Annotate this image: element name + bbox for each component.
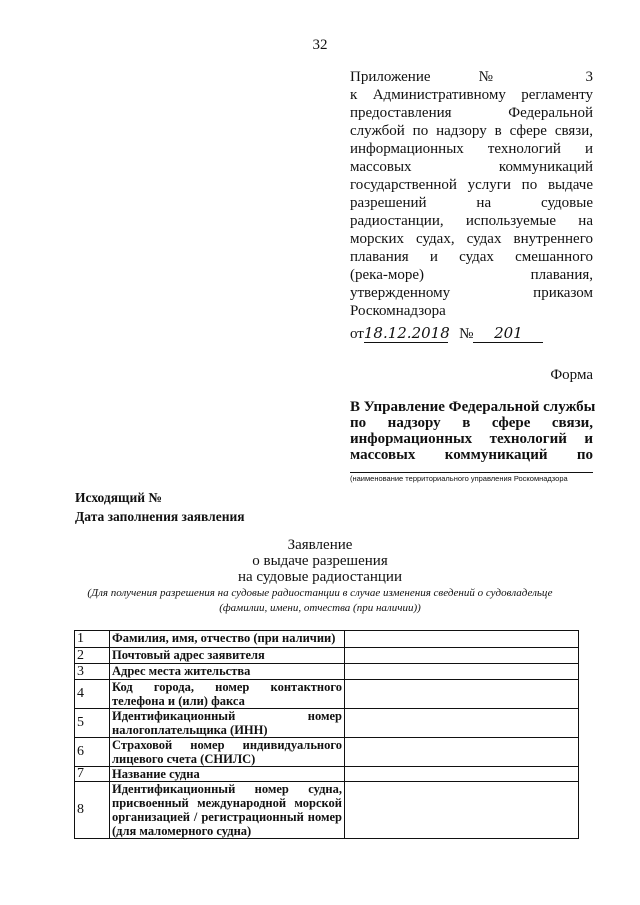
row-number: 5 — [75, 709, 110, 738]
addressee-line-text: массовых коммуникаций по — [350, 447, 593, 463]
row-label: Фамилия, имя, отчество (при наличии) — [110, 631, 345, 648]
appendix-line: к Административному регламенту — [350, 87, 593, 103]
form-label: Форма — [550, 367, 593, 383]
outgoing-label: Исходящий № — [75, 490, 162, 505]
table-row — [75, 680, 579, 709]
title-line: о выдаче разрешения — [252, 553, 388, 569]
row-number: 2 — [75, 648, 110, 664]
row-value-field[interactable] — [345, 680, 579, 709]
appendix-line: предоставления Федеральной — [350, 105, 593, 121]
application-table — [74, 630, 579, 839]
appendix-line: информационных технологий и — [350, 141, 593, 157]
table-row — [75, 767, 579, 782]
row-number: 7 — [75, 767, 110, 782]
appendix-line: службой по надзору в сфере связи, — [350, 123, 593, 139]
row-number: 6 — [75, 738, 110, 767]
row-label: Страховой номер индивидуального лицевого счета (СНИЛС) — [110, 738, 345, 767]
appendix-line: Приложение № 3 — [350, 69, 593, 85]
addressee-block — [350, 399, 596, 463]
from-label: от — [350, 326, 364, 342]
row-value-field[interactable] — [345, 631, 579, 648]
row-value-field[interactable] — [345, 709, 579, 738]
appendix-line: массовых коммуникаций — [350, 159, 593, 175]
table-row — [75, 648, 579, 664]
row-label: Идентификационный номер судна, присвоенный международной морской организацией / регистрационный номер (для маломерного судна) — [110, 782, 345, 839]
table-row — [75, 782, 579, 839]
addressee-line-text: информационных технологий и — [350, 431, 593, 447]
addressee-caption: (наименование территориального управления Роскомнадзора — [350, 474, 568, 483]
page-number: 32 — [312, 37, 328, 53]
row-value-field[interactable] — [345, 648, 579, 664]
number-label: № — [459, 326, 474, 342]
appendix-line: Роскомнадзора — [350, 303, 446, 319]
fill-date-label: Дата заполнения заявления — [75, 509, 245, 524]
table-row — [75, 664, 579, 680]
row-number: 3 — [75, 664, 110, 680]
row-value-field[interactable] — [345, 738, 579, 767]
row-label: Идентификационный номер налогоплательщика (ИНН) — [110, 709, 345, 738]
row-value-field[interactable] — [345, 782, 579, 839]
row-number: 4 — [75, 680, 110, 709]
table-row — [75, 738, 579, 767]
subtitle-line: (фамилии, имени, отчества (при наличии)) — [219, 602, 421, 614]
row-value-field[interactable] — [345, 767, 579, 782]
row-label: Почтовый адрес заявителя — [110, 648, 345, 664]
row-label: Название судна — [110, 767, 345, 782]
document-title — [0, 537, 640, 585]
order-number: 201 — [473, 324, 543, 343]
appendix-line: утвержденному приказом — [350, 285, 593, 301]
appendix-line: морских судах, судах внутреннего — [350, 231, 593, 247]
title-line: Заявление — [287, 537, 353, 553]
row-value-field[interactable] — [345, 664, 579, 680]
title-line: на судовые радиостанции — [237, 569, 402, 585]
appendix-line: (река-море) плавания, — [350, 267, 593, 283]
order-date: 18.12.2018 — [363, 324, 450, 342]
subtitle-line: (Для получения разрешения на судовые радиостанции в случае изменения сведений о судовладельце — [87, 587, 553, 599]
appendix-line: государственной услуги по выдаче — [350, 177, 593, 193]
addressee-line — [350, 472, 593, 473]
addressee-line-text: по надзору в сфере связи, — [350, 415, 593, 431]
appendix-line: плавания и судах смешанного — [350, 249, 593, 265]
order-reference — [350, 324, 593, 344]
table-row — [75, 631, 579, 648]
outgoing-block — [75, 488, 245, 526]
addressee-line-text: В Управление Федеральной службы — [350, 399, 596, 415]
appendix-line: радиостанции, используемые на — [350, 213, 593, 229]
row-number: 8 — [75, 782, 110, 839]
appendix-block — [350, 68, 593, 320]
row-number: 1 — [75, 631, 110, 648]
document-subtitle — [0, 586, 640, 616]
row-label: Адрес места жительства — [110, 664, 345, 680]
table-row — [75, 709, 579, 738]
appendix-line: разрешений на судовые — [350, 195, 593, 211]
row-label: Код города, номер контактного телефона и (или) факса — [110, 680, 345, 709]
